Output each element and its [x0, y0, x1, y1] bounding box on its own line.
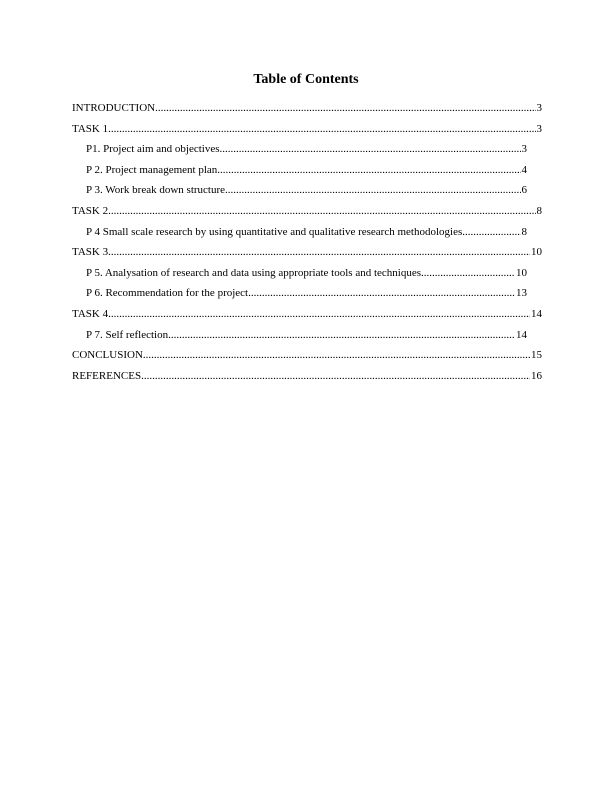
toc-page-number: 16 [531, 369, 542, 382]
toc-page-number: 8 [521, 225, 527, 238]
dot-leader [108, 245, 530, 259]
toc-page-number: 15 [531, 349, 542, 362]
toc-entry-p4[interactable] [72, 225, 527, 246]
toc-entry-label: TASK 2 [72, 204, 109, 217]
toc-page-number: 8 [536, 204, 542, 217]
toc-page-number: 14 [516, 328, 527, 341]
toc-page-number: 13 [516, 287, 527, 300]
dot-leader [168, 328, 515, 342]
toc-entry-task-2[interactable] [72, 204, 542, 225]
toc-entry-task-3[interactable] [72, 245, 542, 266]
dot-leader [141, 369, 530, 383]
toc-entry-p2[interactable] [72, 163, 527, 184]
toc-entry-label: TASK 1 [72, 122, 109, 135]
toc-list [72, 101, 542, 389]
dot-leader [225, 183, 520, 197]
toc-entry-p6[interactable] [72, 286, 527, 307]
toc-entry-label: INTRODUCTION [72, 102, 156, 114]
toc-entry-label: TASK 4 [72, 307, 109, 320]
toc-entry-label: P1. Project aim and objectives [86, 143, 220, 156]
dot-leader [220, 142, 521, 156]
toc-entry-label: CONCLUSION [72, 349, 143, 362]
dot-leader [248, 286, 515, 300]
toc-page-number: 3 [521, 143, 527, 156]
toc-entry-task-4[interactable] [72, 307, 542, 328]
toc-entry-p7[interactable] [72, 328, 527, 349]
toc-page-number: 6 [521, 184, 527, 197]
toc-entry-task-1[interactable] [72, 122, 542, 143]
dot-leader [155, 101, 535, 115]
dot-leader [108, 122, 535, 136]
toc-entry-p5[interactable] [72, 266, 527, 287]
dot-leader [143, 348, 530, 362]
toc-page-number: 3 [536, 122, 542, 135]
toc-entry-references[interactable] [72, 369, 542, 390]
toc-entry-introduction[interactable] [72, 101, 542, 122]
dot-leader [108, 204, 535, 218]
dot-leader [108, 307, 530, 321]
toc-entry-label: P 7. Self reflection [86, 328, 169, 341]
toc-entry-label: P 6. Recommendation for the project [86, 287, 249, 300]
toc-entry-label: REFERENCES [72, 369, 142, 382]
toc-entry-label: P 2. Project management plan [86, 163, 218, 176]
toc-page-number: 4 [521, 163, 527, 176]
toc-page-number: 3 [536, 102, 542, 114]
toc-page-number: 14 [531, 307, 542, 320]
page-title: Table of Contents [253, 72, 359, 87]
toc-page-number: 10 [516, 266, 527, 279]
toc-entry-p1[interactable] [72, 142, 527, 163]
toc-page-number: 10 [531, 246, 542, 259]
toc-entry-conclusion[interactable] [72, 348, 542, 369]
toc-entry-p3[interactable] [72, 183, 527, 204]
dot-leader [462, 225, 520, 239]
toc-entry-label: TASK 3 [72, 246, 109, 259]
dot-leader [217, 163, 520, 177]
toc-entry-label: P 5. Analysation of research and data using appropriate tools and techniques [86, 266, 422, 279]
toc-entry-label: P 3. Work break down structure [86, 184, 226, 197]
dot-leader [421, 266, 515, 280]
toc-entry-label: P 4 Small scale research by using quantitative and qualitative research methodologies [86, 225, 463, 238]
